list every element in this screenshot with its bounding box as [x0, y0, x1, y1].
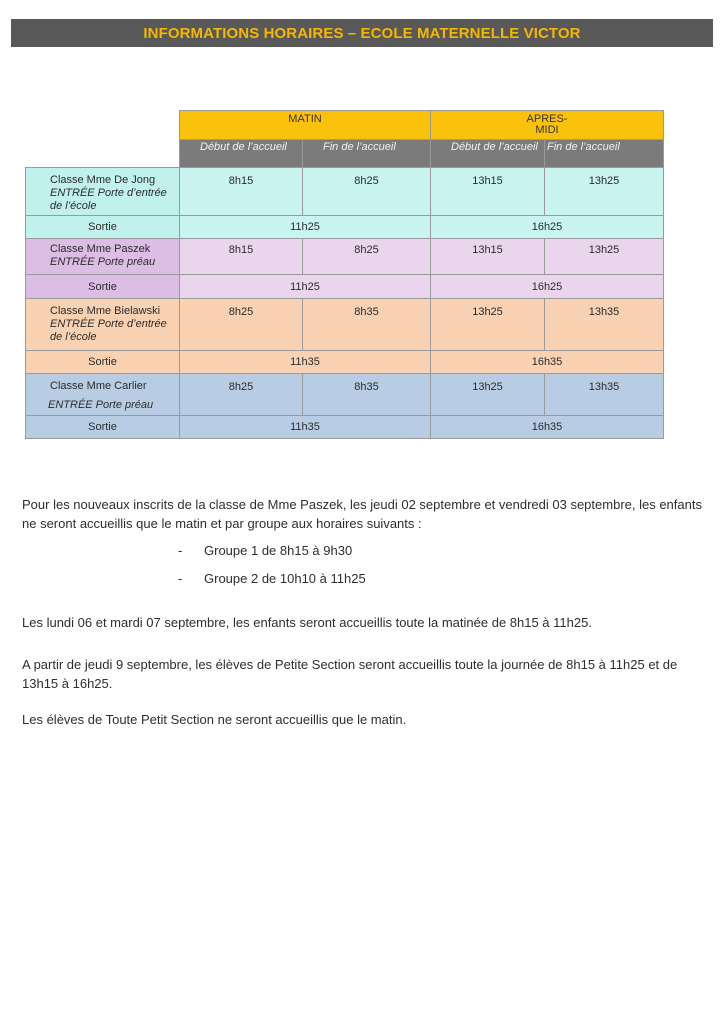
- time-cell: 13h35: [545, 374, 664, 416]
- exit-label: Sortie: [26, 351, 180, 374]
- time-cell: 8h25: [303, 239, 431, 275]
- exit-morning: 11h35: [180, 351, 431, 374]
- class-entry: ENTRÉE Porte préau: [50, 256, 156, 268]
- class-cell: [26, 299, 180, 351]
- paragraph-monday-tuesday: Les lundi 06 et mardi 07 septembre, les enfants seront accueillis toute la matinée de 8h15 à 11h25.: [22, 615, 592, 630]
- bullet-mark: -: [178, 571, 183, 586]
- schedule-table: [25, 110, 664, 439]
- blank-corner: [26, 111, 180, 140]
- exit-row: [26, 275, 664, 299]
- period-header-row: [26, 111, 664, 140]
- bullet-group-2: [178, 571, 366, 586]
- time-cell: 8h35: [303, 299, 431, 351]
- subheader-afternoon-start: Début de l’accueil: [431, 140, 545, 168]
- table-row: [26, 299, 664, 351]
- class-cell: [26, 239, 180, 275]
- exit-afternoon: 16h25: [431, 216, 664, 239]
- exit-morning: 11h35: [180, 416, 431, 439]
- subheader-morning-end: Fin de l’accueil: [303, 140, 431, 168]
- period-morning: MATIN: [180, 111, 431, 140]
- exit-morning: 11h25: [180, 275, 431, 299]
- class-name: Classe Mme De Jong: [50, 174, 156, 186]
- bullet-text: Groupe 2 de 10h10 à 11h25: [204, 571, 366, 586]
- exit-afternoon: 16h25: [431, 275, 664, 299]
- time-cell: 8h25: [180, 374, 303, 416]
- bullet-text: Groupe 1 de 8h15 à 9h30: [204, 543, 353, 558]
- time-cell: 8h15: [180, 239, 303, 275]
- time-cell: 13h15: [431, 168, 545, 216]
- exit-row: [26, 216, 664, 239]
- time-cell: 8h35: [303, 374, 431, 416]
- subheader-row: [26, 140, 664, 168]
- exit-label: Sortie: [26, 216, 180, 239]
- period-afternoon: APRES- MIDI: [431, 111, 664, 140]
- exit-label: Sortie: [26, 416, 180, 439]
- paragraph-new-students: Pour les nouveaux inscrits de la classe de Mme Paszek, les jeudi 02 septembre et vendredi 03 septembre, les enfants ne seront accueillis que le matin et par groupe aux horaires suivants :: [22, 497, 702, 531]
- subheader-morning-start: Début de l’accueil: [180, 140, 303, 168]
- time-cell: 13h25: [431, 374, 545, 416]
- bullet-group-1: [178, 543, 352, 558]
- page-title: INFORMATIONS HORAIRES – ECOLE MATERNELLE VICTOR: [11, 19, 713, 47]
- time-cell: 13h25: [545, 168, 664, 216]
- class-name: Classe Mme Bielawski: [50, 305, 161, 317]
- table-row: [26, 239, 664, 275]
- exit-afternoon: 16h35: [431, 416, 664, 439]
- time-cell: 13h15: [431, 239, 545, 275]
- class-entry: ENTRÉE Porte d’entrée de l’école: [50, 187, 167, 212]
- exit-row: [26, 351, 664, 374]
- time-cell: 8h25: [303, 168, 431, 216]
- class-name: Classe Mme Paszek: [50, 243, 151, 255]
- class-entry: ENTRÉE Porte d’entrée de l’école: [50, 318, 167, 343]
- time-cell: 13h25: [545, 239, 664, 275]
- exit-row: [26, 416, 664, 439]
- exit-morning: 11h25: [180, 216, 431, 239]
- time-cell: 8h25: [180, 299, 303, 351]
- class-cell: [26, 374, 180, 416]
- time-cell: 8h15: [180, 168, 303, 216]
- exit-label: Sortie: [26, 275, 180, 299]
- class-entry: ENTRÉE Porte préau: [48, 399, 154, 411]
- exit-afternoon: 16h35: [431, 351, 664, 374]
- table-row: [26, 168, 664, 216]
- bullet-mark: -: [178, 543, 183, 558]
- paragraph-petite-section: A partir de jeudi 9 septembre, les élèves de Petite Section seront accueillis toute la journée de 8h15 à 11h25 et de 13h15 à 16h25.: [22, 657, 678, 691]
- class-cell: [26, 168, 180, 216]
- table-row: [26, 374, 664, 416]
- time-cell: 13h35: [545, 299, 664, 351]
- time-cell: 13h25: [431, 299, 545, 351]
- blank-corner-2: [26, 140, 180, 168]
- class-name: Classe Mme Carlier: [50, 380, 147, 392]
- paragraph-toute-petite-section: Les élèves de Toute Petit Section ne seront accueillis que le matin.: [22, 712, 407, 727]
- subheader-afternoon-end: Fin de l’accueil: [545, 140, 664, 168]
